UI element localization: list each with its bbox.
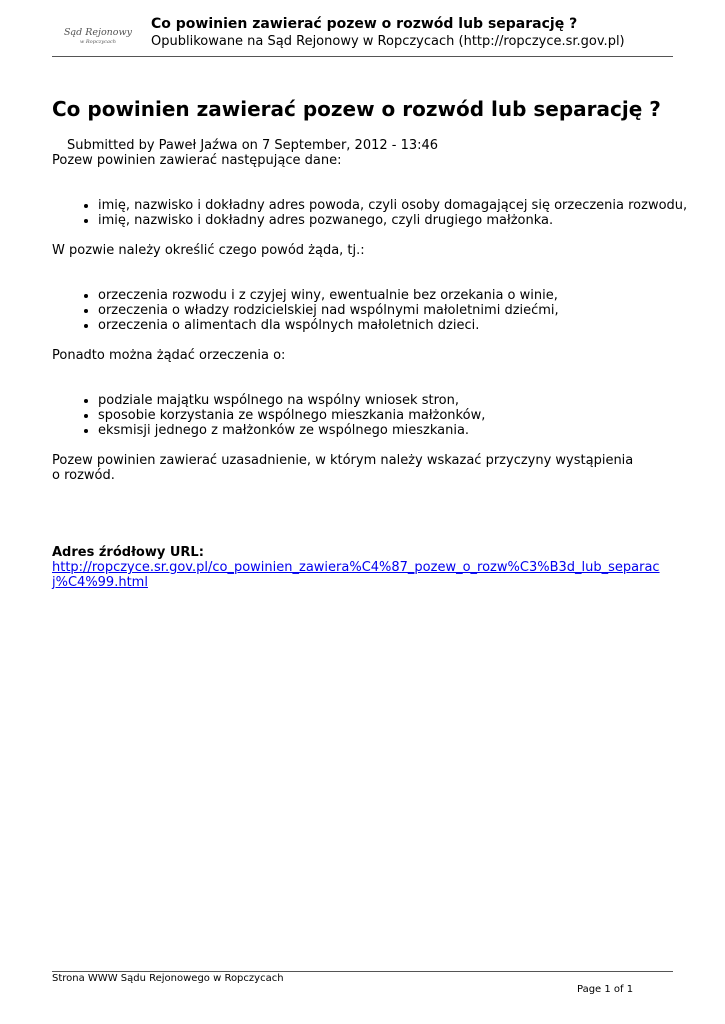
- list-item: • podziale majątku wspólnego na wspólny wniosek stron,: [98, 393, 673, 408]
- header-title: Co powinien zawierać pozew o rozwód lub separację ?: [151, 16, 578, 32]
- submitted-by: Submitted by Paweł Jaźwa on 7 September, 2012 - 13:46: [67, 138, 439, 153]
- list-item: • orzeczenia o alimentach dla wspólnych małoletnich dzieci.: [98, 318, 673, 333]
- list-item: • imię, nazwisko i dokładny adres pozwanego, czyli drugiego małżonka.: [98, 213, 673, 228]
- logo-line-2: w Ropczycach: [80, 38, 116, 45]
- additional-claims-list: [52, 393, 673, 438]
- list-item: • imię, nazwisko i dokładny adres powoda, czyli osoby domagającej się orzeczenia rozwodu,: [98, 198, 673, 213]
- page-number: Page 1 of 1: [577, 984, 634, 995]
- source-url-label: Adres źródłowy URL:: [52, 545, 204, 560]
- list-item: • sposobie korzystania ze wspólnego mieszkania małżonków,: [98, 408, 673, 423]
- court-logo: [58, 28, 138, 45]
- header-published-on: Opublikowane na Sąd Rejonowy w Ropczycach (http://ropczyce.sr.gov.pl): [151, 34, 625, 49]
- source-url-link[interactable]: http://ropczyce.sr.gov.pl/co_powinien_zawiera%C4%87_pozew_o_rozw%C3%B3d_lub_separacj%C4%99.html: [52, 560, 660, 590]
- page-header: [52, 12, 673, 57]
- intro-paragraph: Pozew powinien zawierać następujące dane:: [52, 153, 342, 168]
- footer-site-name: Strona WWW Sądu Rejonowego w Ropczycach: [52, 973, 284, 984]
- list-item: • orzeczenia o władzy rodzicielskiej nad wspólnymi małoletnimi dziećmi,: [98, 303, 673, 318]
- logo-line-1: Sąd Rejonowy: [63, 27, 133, 38]
- footer-divider: [52, 971, 673, 972]
- justification-line-2: o rozwód.: [52, 468, 115, 483]
- article-body: [52, 138, 688, 590]
- list-item: • orzeczenia rozwodu i z czyjej winy, ewentualnie bez orzekania o winie,: [98, 288, 673, 303]
- justification-line-1: Pozew powinien zawierać uzasadnienie, w którym należy wskazać przyczyny wystąpienia: [52, 453, 634, 468]
- list-item: • eksmisji jednego z małżonków ze wspólnego mieszkania.: [98, 423, 673, 438]
- justification-paragraph: [52, 453, 673, 483]
- claims-paragraph: W pozwie należy określić czego powód żąda, tj.:: [52, 243, 365, 258]
- claims-list: [52, 288, 673, 333]
- party-data-list: [52, 198, 688, 228]
- article-title: Co powinien zawierać pozew o rozwód lub separację ?: [52, 97, 661, 121]
- additional-paragraph: Ponadto można żądać orzeczenia o:: [52, 348, 286, 363]
